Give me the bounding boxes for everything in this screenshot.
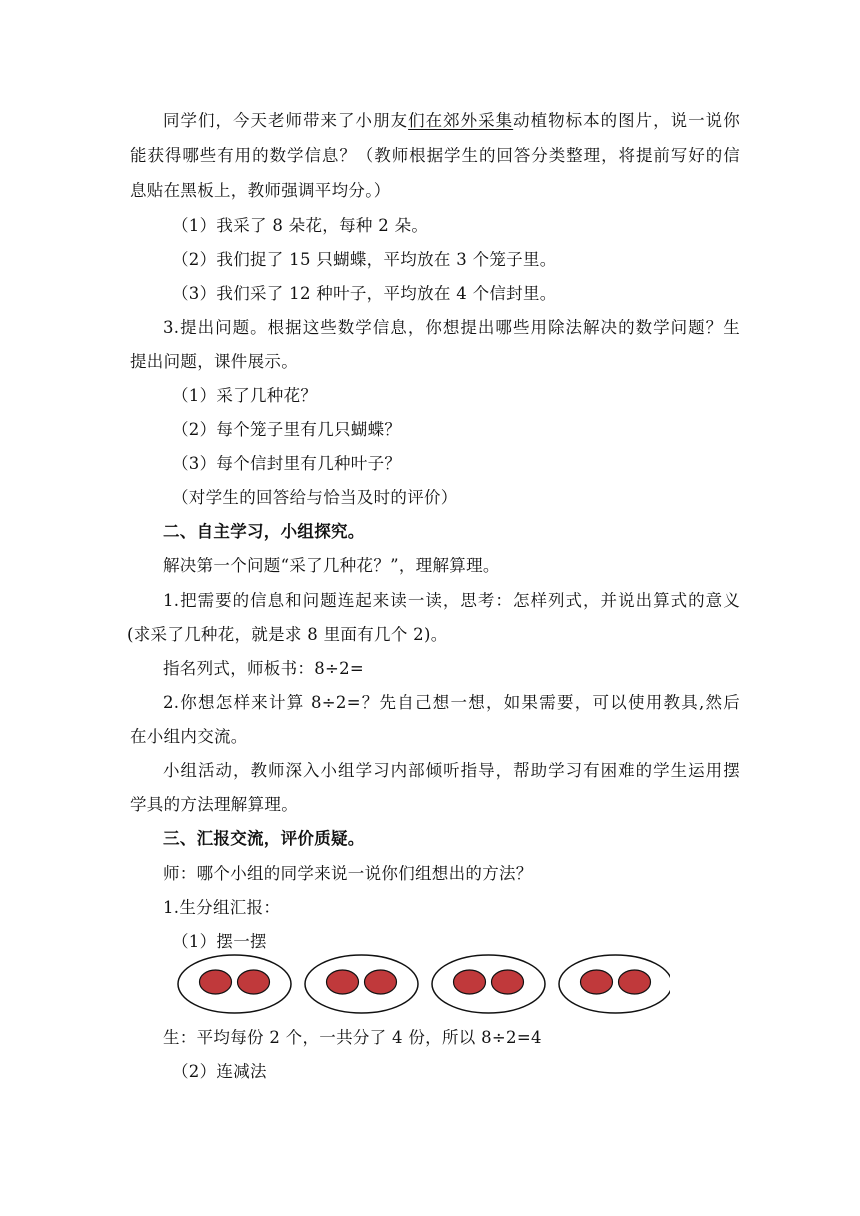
counter-oval	[454, 970, 486, 994]
group-ellipse	[559, 955, 670, 1013]
counter-oval	[238, 970, 270, 994]
section-heading-3: 三、汇报交流，评价质疑。	[163, 829, 365, 848]
counter-oval	[365, 970, 397, 994]
counter-oval	[200, 970, 232, 994]
info-item-3: （3）我们采了 12 种叶子，平均放在 4 个信封里。	[172, 284, 557, 303]
student-answer: 生：平均每份 2 个，一共分了 4 份，所以 8÷2=4	[163, 1028, 542, 1047]
group-ellipse	[305, 955, 418, 1013]
activity-line-2: 学具的方法理解算理。	[130, 795, 298, 814]
grouping-figure	[170, 950, 670, 1020]
step1-line-1: 1.把需要的信息和问题连起来读一读，思考：怎样列式，并说出算式的意义	[163, 591, 740, 610]
paragraph-intro-line-1	[163, 104, 740, 138]
step3-line-1: 3.提出问题。根据这些数学信息，你想提出哪些用除法解决的数学问题？生	[163, 318, 740, 337]
group-report: 1.生分组汇报：	[163, 898, 281, 917]
counter-oval	[327, 970, 359, 994]
step2-line-2: 在小组内交流。	[130, 727, 248, 746]
underlined-text: 们在郊外采集	[408, 111, 514, 130]
step2-line-1: 2.你想怎样来计算 8÷2=？先自己想一想，如果需要，可以使用教具,然后	[163, 693, 740, 712]
method-2: （2）连减法	[172, 1062, 267, 1081]
activity-line-1: 小组活动，教师深入小组学习内部倾听指导，帮助学习有困难的学生运用摆	[163, 761, 740, 780]
paragraph-intro-line-3: 息贴在黑板上，教师强调平均分。）	[130, 181, 391, 200]
step3-line-2: 提出问题，课件展示。	[130, 352, 298, 371]
group-ellipse	[178, 955, 291, 1013]
evaluation-note: （对学生的回答给与恰当及时的评价）	[172, 488, 458, 507]
counter-oval	[492, 970, 524, 994]
counter-oval	[581, 970, 613, 994]
method-1: （1）摆一摆	[172, 932, 267, 951]
group-ellipse	[432, 955, 545, 1013]
text-span: 动植物标本的图片，说一说你	[513, 111, 740, 130]
step1-line-2: (求采了几种花，就是求 8 里面有几个 2)。	[127, 625, 448, 644]
info-item-1: （1）我采了 8 朵花，每种 2 朵。	[172, 216, 429, 235]
board-writing: 指名列式，师板书：8÷2=	[163, 659, 365, 678]
question-3: （3）每个信封里有几种叶子？	[172, 454, 402, 473]
question-2: （2）每个笼子里有几只蝴蝶？	[172, 420, 402, 439]
counter-oval	[619, 970, 651, 994]
teacher-question: 师：哪个小组的同学来说一说你们组想出的方法？	[163, 864, 533, 883]
info-item-2: （2）我们捉了 15 只蝴蝶，平均放在 3 个笼子里。	[172, 250, 557, 269]
question-1: （1）采了几种花？	[172, 386, 318, 405]
text-span: 同学们，今天老师带来了小朋友	[163, 111, 409, 130]
paragraph-intro-line-2: 能获得哪些有用的数学信息？（教师根据学生的回答分类整理，将提前写好的信	[130, 146, 740, 165]
section-heading-2: 二、自主学习，小组探究。	[163, 522, 365, 541]
solve-intro: 解决第一个问题“采了几种花？”，理解算理。	[163, 556, 500, 575]
